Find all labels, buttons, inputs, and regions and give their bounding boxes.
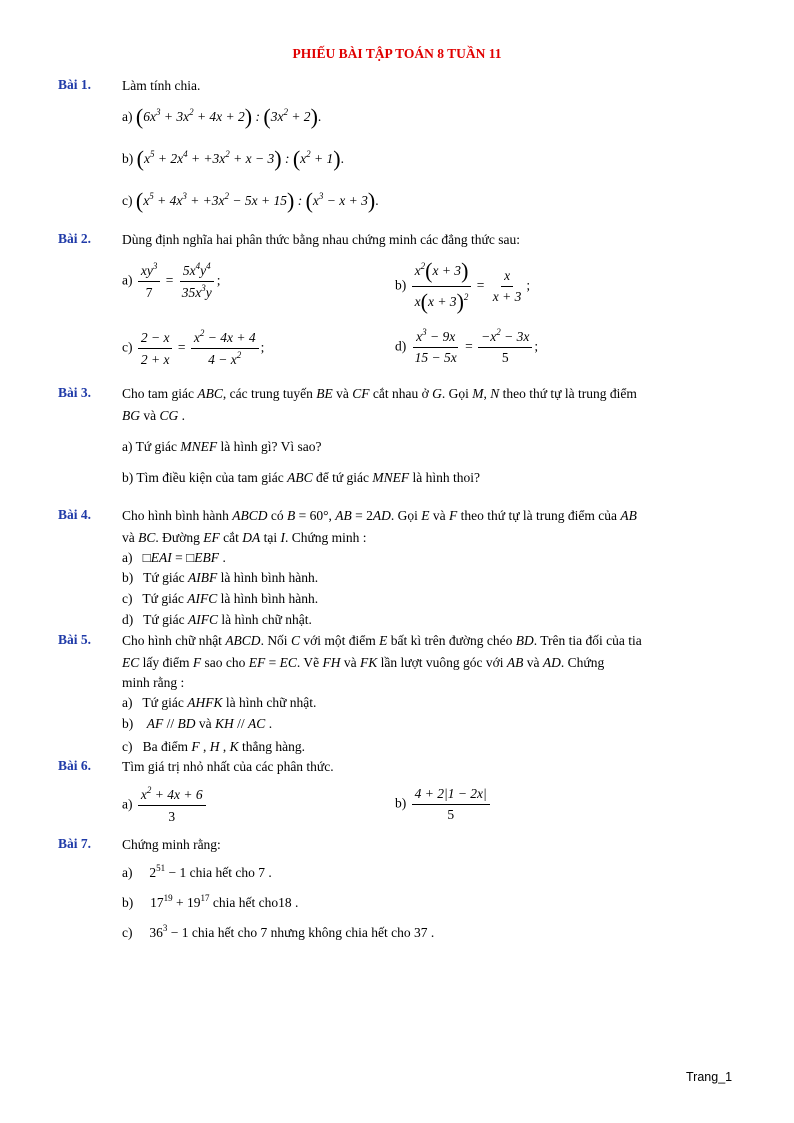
ex6-a: a) $\frac{x^2 + 4x + 6}{3}$	[122, 786, 208, 825]
page-title: PHIẾU BÀI TẬP TOÁN 8 TUẦN 11	[292, 46, 502, 61]
ex5-c: c) Ba điểm F , H , K thẳng hàng.	[122, 739, 306, 754]
exercise-label-1: Bài 1.	[58, 77, 92, 92]
ex7-intro: Chứng minh rằng:	[122, 837, 221, 852]
ex5-b: b) AF // BD và KH // AC .	[122, 716, 273, 731]
ex4-d: d) Tứ giác AIFC là hình chữ nhật.	[122, 612, 312, 627]
ex4-a: a) □EAI = □EBF .	[122, 550, 226, 565]
exercise-label-5: Bài 5.	[58, 632, 92, 647]
exercise-label-4: Bài 4.	[58, 507, 92, 522]
page-number: Trang_1	[686, 1070, 733, 1084]
ex5-line1: Cho hình chữ nhật ABCD. Nối C với một điểm E bất kì trên đường chéo BD. Trên tia đối của tia	[122, 633, 642, 648]
ex7-c: c) $36^3 - 1$ chia hết cho 7 nhưng không chia hết cho 37 .	[122, 923, 435, 940]
ex3-qa: a) Tứ giác MNEF là hình gì? Vì sao?	[122, 439, 322, 454]
ex7-a: a) $2^{51} - 1$ chia hết cho 7 .	[122, 863, 272, 880]
ex4-line2: và BC. Đường EF cắt DA tại I. Chứng minh :	[122, 530, 367, 545]
ex1-a: a) $(6x^3 + 3x^2 + 4x + 2)$ : $(3x^2 + 2)$.	[122, 104, 322, 129]
exercise-label-6: Bài 6.	[58, 758, 92, 773]
ex5-line2: EC lấy điểm F sao cho EF = EC. Vẽ FH và FK lần lượt vuông góc với AB và AD. Chứng	[122, 655, 605, 670]
ex6-intro: Tìm giá trị nhỏ nhất của các phân thức.	[122, 759, 334, 774]
ex7-b: b) $17^{19} + 19^{17}$ chia hết cho18 .	[122, 893, 299, 910]
ex4-b: b) Tứ giác AIBF là hình bình hành.	[122, 570, 319, 585]
exercise-label-2: Bài 2.	[58, 231, 92, 246]
ex2-c: c) $\frac{2 - x}{2 + x}$ = $\frac{x^2 - 4x + 4}{4 - x^2}$ ;	[122, 328, 265, 367]
ex1-intro: Làm tính chia.	[122, 78, 201, 93]
ex5-a: a) Tứ giác AHFK là hình chữ nhật.	[122, 695, 317, 710]
ex3-qb: b) Tìm điều kiện của tam giác ABC để tứ giác MNEF là hình thoi?	[122, 470, 480, 485]
ex2-a: a) $\frac{xy^3}{7}$ = $\frac{5x^4y^4}{35x^3y}$ ;	[122, 261, 221, 300]
ex1-b: b) $(x^5 + 2x^4 + +3x^2 + x - 3)$ : $(x^2 + 1)$.	[122, 146, 344, 171]
ex3-line1: Cho tam giác ABC, các trung tuyến BE và CF cắt nhau ở G. Gọi M, N theo thứ tự là trung điểm	[122, 386, 637, 401]
exercise-label-7: Bài 7.	[58, 836, 92, 851]
ex2-intro: Dùng định nghĩa hai phân thức bằng nhau chứng minh các đẳng thức sau:	[122, 232, 520, 247]
ex6-b: b) $\frac{4 + 2|1 - 2x|}{5}$	[395, 786, 492, 823]
ex5-line3: minh rằng :	[122, 675, 185, 690]
ex2-b: b) $\frac{x^2(x + 3)}{x(x + 3)^2}$ = $\frac{x}{x + 3}$ ;	[395, 258, 531, 314]
ex4-line1: Cho hình bình hành ABCD có B = 60°, AB = 2AD. Gọi E và F theo thứ tự là trung điểm của AB	[122, 508, 637, 523]
ex2-d: d) $\frac{x^3 - 9x}{15 - 5x}$ = $\frac{-x^2 - 3x}{5}$ ;	[395, 327, 539, 365]
ex4-c: c) Tứ giác AIFC là hình bình hành.	[122, 591, 319, 606]
exercise-label-3: Bài 3.	[58, 385, 92, 400]
ex3-line2: BG và CG .	[122, 408, 186, 423]
ex1-c: c) $(x^5 + 4x^3 + +3x^2 - 5x + 15)$ : $(x^3 - x + 3)$.	[122, 188, 379, 213]
